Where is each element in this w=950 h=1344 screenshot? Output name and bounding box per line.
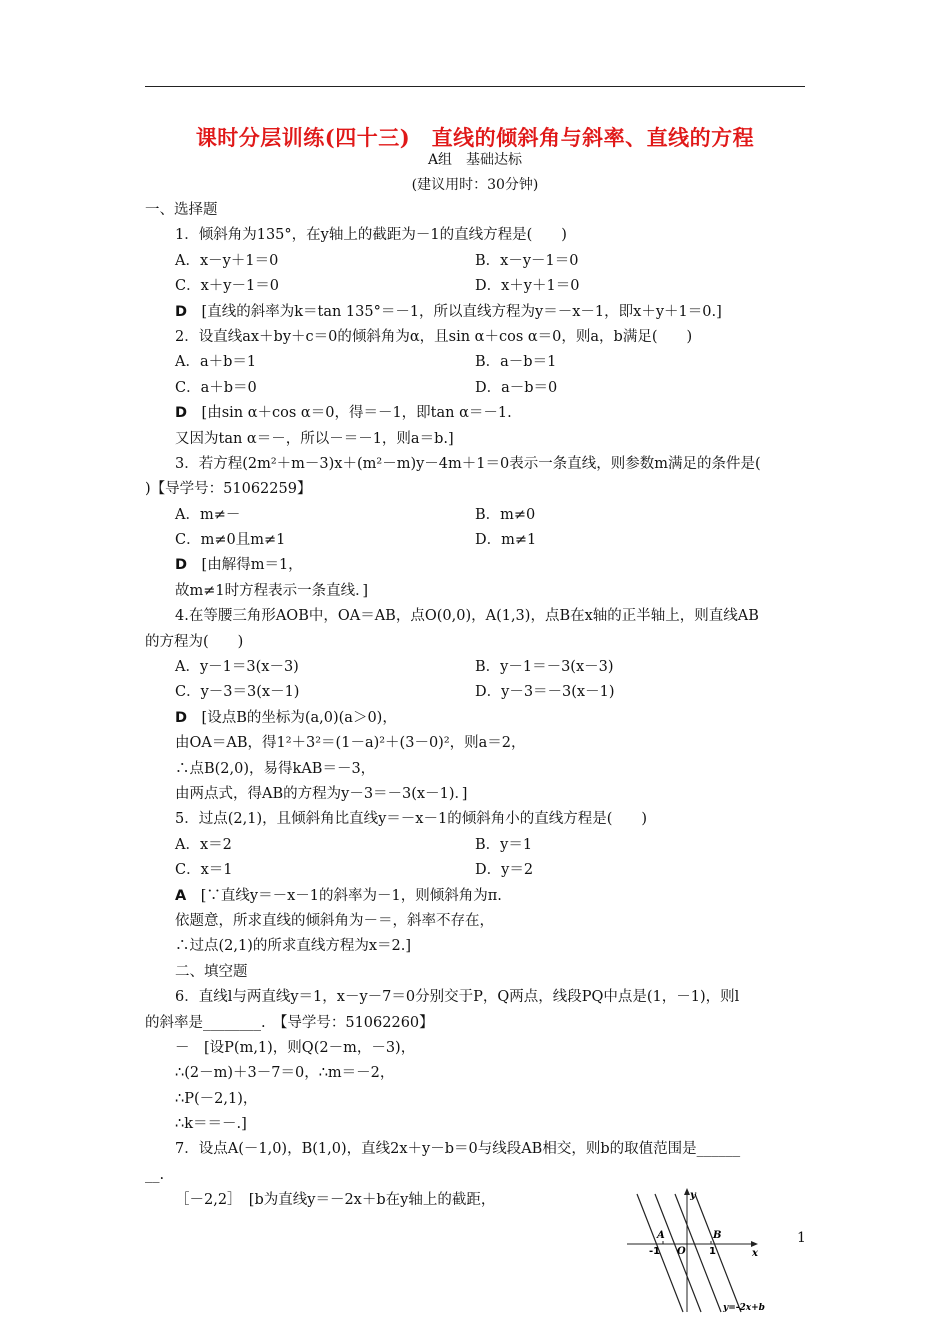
option-row: [145, 528, 807, 553]
origin-label: O: [677, 1246, 686, 1257]
text-line: 4.在等腰三角形AOB中，OA＝AB，点O(0,0)，A(1,3)，点B在x轴的正半轴上，则直线AB: [175, 608, 759, 625]
group-label: A组 基础达标: [427, 152, 523, 168]
option-right: B．y－1＝－3(x－3): [475, 659, 614, 676]
text-line: 一、选择题: [145, 202, 218, 218]
option-row: [145, 858, 807, 883]
text-line: 6．直线l与两直线y＝1，x－y－7＝0分别交于P，Q两点，线段PQ中点是(1，－1)，则l: [175, 989, 740, 1006]
text-line: 故m≠1时方程表示一条直线．]: [175, 582, 369, 599]
option-row: [145, 249, 807, 274]
option-right: D．y＝2: [475, 862, 534, 879]
option-left: C．x＋y－1＝0: [175, 278, 279, 295]
answer-line: [145, 553, 807, 578]
text-line: __.: [145, 1166, 165, 1183]
text-line: ∴(2－m)＋3－7＝0，∴m＝－2，: [175, 1065, 395, 1082]
option-row: [145, 655, 807, 680]
answer-explanation: [设点B的坐标为(a,0)(a＞0)，: [187, 709, 397, 726]
option-right: B．y＝1: [475, 836, 533, 853]
option-row: [145, 350, 807, 375]
document-body: [145, 198, 807, 1214]
option-row: [145, 503, 807, 528]
option-row: [145, 274, 807, 299]
option-right: B．a－b＝1: [475, 354, 557, 371]
tick-label-1: 1: [709, 1246, 716, 1257]
answer-line: [145, 706, 807, 731]
option-right: D．m≠1: [475, 532, 537, 549]
text-line: ∴点B(2,0)，易得kAB＝－3，: [175, 760, 376, 777]
option-left: C．x＝1: [175, 862, 233, 879]
text-line: 的方程为( ): [145, 633, 244, 650]
answer-line: [145, 300, 807, 325]
text-line: 5．过点(2,1)，且倾斜角比直线y＝－x－1的倾斜角小的直线方程是( ): [175, 811, 648, 828]
figure-graph: [627, 1186, 787, 1314]
y-axis-label: y: [690, 1190, 696, 1201]
point-a-label: A: [657, 1230, 665, 1241]
answer-explanation: [∵直线y＝－x－1的斜率为－1，则倾斜角为π.: [186, 887, 502, 904]
line-equation-label: y=-2x+b: [723, 1303, 765, 1313]
answer-letter: D: [175, 557, 188, 574]
answer-letter: A: [175, 887, 187, 904]
option-row: [145, 376, 807, 401]
text-line: ∴过点(2,1)的所求直线方程为x＝2.]: [175, 938, 412, 955]
answer-line: [145, 401, 807, 426]
option-right: D．y－3＝－3(x－1): [475, 684, 615, 701]
page-title: 课时分层训练(四十三) 直线的倾斜角与斜率、直线的方程: [195, 125, 755, 150]
text-line: 的斜率是________. 【导学号：51062260】: [145, 1014, 434, 1031]
text-line: 由OA＝AB，得1²＋3²＝(1－a)²＋(3－0)²，则a＝2，: [175, 735, 526, 752]
text-line: ［－2,2］ [b为直线y＝－2x＋b在y轴上的截距，: [175, 1192, 496, 1209]
option-right: B．x－y－1＝0: [475, 252, 579, 269]
suggested-time: (建议用时：30分钟): [411, 177, 539, 193]
option-left: A．x－y＋1＝0: [175, 252, 279, 269]
text-line: 1．倾斜角为135°，在y轴上的截距为－1的直线方程是( ): [175, 227, 567, 244]
text-line: － [设P(m,1)，则Q(2－m，－3)，: [175, 1039, 416, 1056]
option-row: [145, 833, 807, 858]
answer-letter: D: [175, 405, 188, 422]
page-number: 1: [797, 1230, 806, 1246]
option-left: A．a＋b＝1: [175, 354, 257, 371]
tick-label-neg1: -1: [649, 1246, 661, 1257]
option-left: A．m≠－: [175, 506, 241, 523]
text-line: 依题意，所求直线的倾斜角为－＝，斜率不存在，: [175, 912, 494, 929]
option-right: B．m≠0: [475, 506, 536, 523]
answer-line: [145, 884, 807, 909]
x-axis-label: x: [752, 1248, 758, 1259]
option-left: C．y－3＝3(x－1): [175, 684, 300, 701]
option-left: C．m≠0且m≠1: [175, 532, 286, 549]
option-left: A．x＝2: [175, 836, 232, 853]
answer-explanation: [由解得m＝1，: [187, 557, 303, 574]
text-line: 7．设点A(－1,0)，B(1,0)，直线2x＋y－b＝0与线段AB相交，则b的取值范围是______: [175, 1141, 741, 1158]
text-line: 2．设直线ax＋by＋c＝0的倾斜角为α，且sin α＋cos α＝0，则a，b满足( ): [175, 328, 693, 345]
answer-letter: D: [175, 709, 188, 726]
option-row: [145, 680, 807, 705]
text-line: ∴k＝＝－.]: [175, 1116, 247, 1133]
text-line: )【导学号：51062259】: [145, 481, 312, 498]
text-line: 又因为tan α＝－，所以－＝－1，则a＝b.]: [175, 430, 454, 447]
answer-letter: D: [175, 303, 188, 320]
answer-explanation: [由sin α＋cos α＝0，得＝－1，即tan α＝－1.: [187, 405, 512, 422]
text-line: ∴P(－2,1)，: [175, 1090, 258, 1107]
option-right: D．a－b＝0: [475, 379, 558, 396]
option-left: C．a＋b＝0: [175, 379, 257, 396]
point-b-label: B: [713, 1230, 722, 1241]
text-line: 由两点式，得AB的方程为y－3＝－3(x－1)．]: [175, 785, 468, 802]
option-left: A．y－1＝3(x－3): [175, 659, 299, 676]
text-line: 二、填空题: [175, 963, 248, 980]
answer-explanation: [直线的斜率为k＝tan 135°＝－1，所以直线方程为y＝－x－1，即x＋y＋1＝0.]: [187, 303, 722, 320]
option-right: D．x＋y＋1＝0: [475, 278, 580, 295]
text-line: 3．若方程(2m²＋m－3)x＋(m²－m)y－4m＋1＝0表示一条直线，则参数m满足的条件是(: [175, 455, 761, 472]
header-rule: [145, 86, 805, 87]
